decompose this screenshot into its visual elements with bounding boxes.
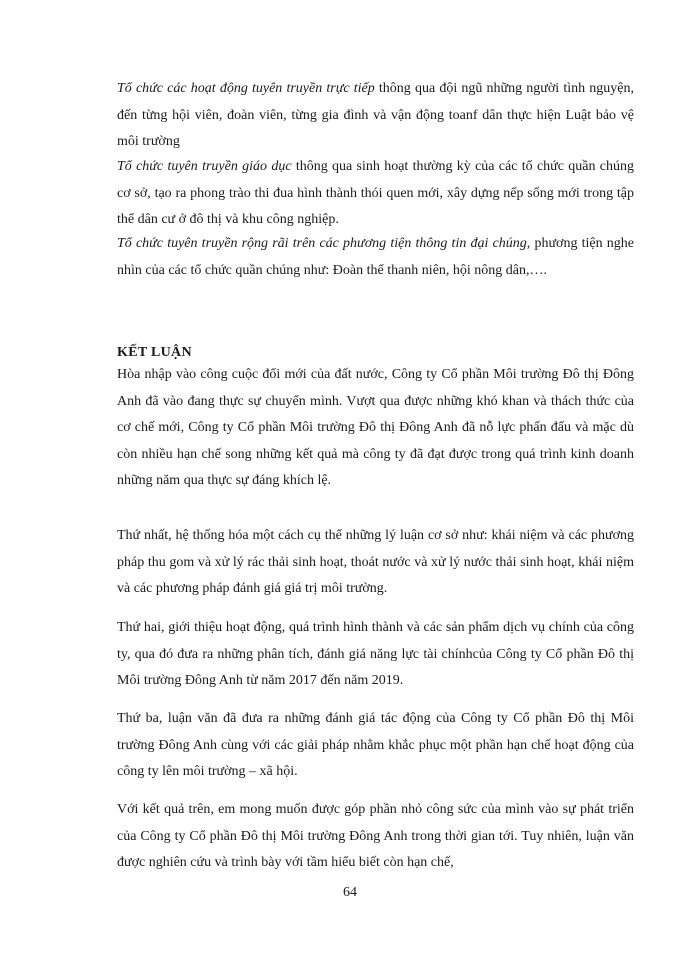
paragraph-body: thông qua đội ngũ những người tình nguyện, đến từng hội viên, đoàn viên, từng gia đình và vận động toanf dân thực hiện Luật bảo vệ môi trường xyxy=(117,81,634,149)
conclusion-paragraph-1: Hòa nhập vào công cuộc đổi mới của đất nước, Công ty Cổ phần Môi trường Đô thị Đông Anh đã vào đang thực sự chuyển mình. Vượt qua được những khó khan và thách thức của cơ chế mới, Công ty Cổ phần Môi trường Đô thị Đông Anh đã nỗ lực phấn đấu và mặc dù còn nhiều hạn chế song những kết quả mà công ty đã đạt được trong quá trình kinh doanh những năm qua thực sự đáng khích lệ. xyxy=(117,367,634,488)
paragraph-lead: Tổ chức tuyên truyền giáo dục xyxy=(117,159,292,174)
paragraph-direct-outreach xyxy=(117,76,634,156)
paragraph-education-outreach xyxy=(117,154,634,234)
paragraph-body: , phương tiện nghe nhìn của các tổ chức quần chúng như: Đoàn thể thanh niên, hội nông dân,…. xyxy=(117,236,634,278)
conclusion-heading: KẾT LUẬN xyxy=(117,345,192,360)
conclusion-paragraph-2: Thứ nhất, hệ thống hóa một cách cụ thể những lý luận cơ sở như: khái niệm và các phương pháp thu gom và xử lý rác thải sinh hoạt, thoát nước và xử lý nước thải sinh hoạt, khái niệm và các phương pháp đánh giá giá trị môi trường. xyxy=(117,528,634,596)
paragraph-lead: Tổ chức tuyên truyền rộng rãi trên các phương tiện thông tin đại chúng xyxy=(117,236,527,251)
conclusion-paragraph-5: Với kết quả trên, em mong muốn được góp phần nhỏ công sức của mình vào sự phát triển của Công ty Cổ phần Đô thị Môi trường Đông Anh trong thời gian tới. Tuy nhiên, luận văn được nghiên cứu và trình bày với tầm hiểu biết còn hạn chế, xyxy=(117,802,634,870)
page-number: 64 xyxy=(343,885,357,900)
paragraph-body: thông qua sinh hoạt thường kỳ của các tổ chức quần chúng cơ sở, tạo ra phong trào thi đua hình thành thói quen mới, xây dựng nếp sống mới trong tập thể dân cư ở đô thị và khu công nghiệp. xyxy=(117,159,634,227)
conclusion-paragraph-4: Thứ ba, luận văn đã đưa ra những đánh giá tác động của Công ty Cổ phần Đô thị Môi trường Đông Anh cùng với các giải pháp nhằm khắc phục một phần hạn chế hoạt động của công ty lên môi trường – xã hội. xyxy=(117,711,634,779)
conclusion-paragraph-3: Thứ hai, giới thiệu hoạt động, quá trình hình thành và các sản phẩm dịch vụ chính của công ty, qua đó đưa ra những phân tích, đánh giá năng lực tài chínhcủa Công ty Cổ phần Đô thị Môi trường Đông Anh từ năm 2017 đến năm 2019. xyxy=(117,620,634,688)
paragraph-lead: Tổ chức các hoạt động tuyên truyền trực tiếp xyxy=(117,81,375,96)
paragraph-media-outreach xyxy=(117,231,634,284)
